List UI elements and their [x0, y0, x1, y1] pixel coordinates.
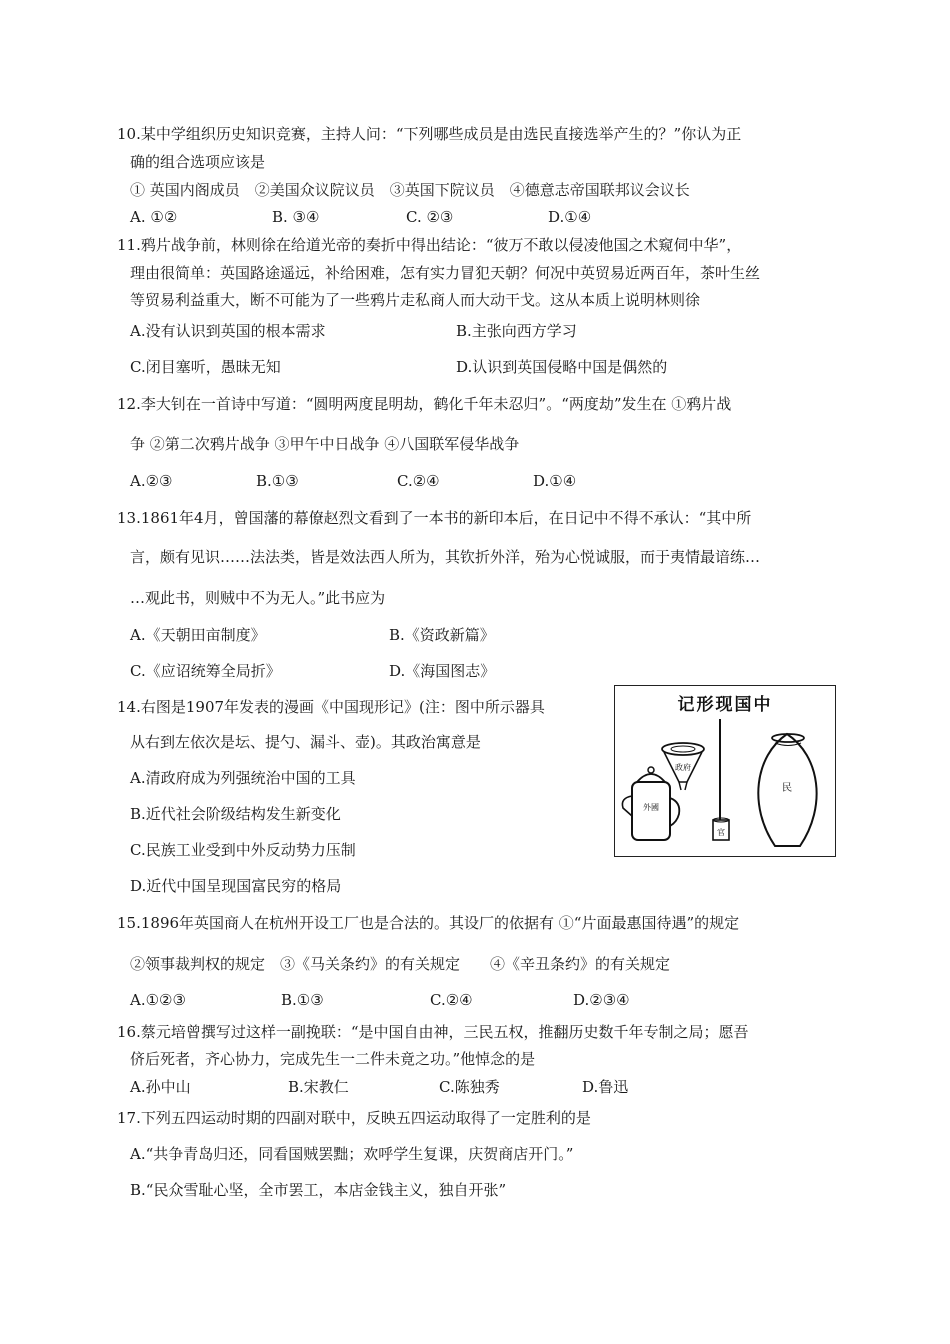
- q14-stem-line1: 14.右图是1907年发表的漫画《中国现形记》(注：图中所示器具: [117, 698, 545, 716]
- q13-option-d: D.《海国图志》: [389, 662, 496, 680]
- q15-option-c: C.②④: [430, 991, 473, 1009]
- q17-stem-line1: 17.下列五四运动时期的四副对联中，反映五四运动取得了一定胜利的是: [117, 1109, 591, 1127]
- q16-option-b: B.宋教仁: [288, 1078, 349, 1096]
- q17-option-b: B.“民众雪耻心坚，全市罢工，本店金钱主义，独自开张”: [130, 1181, 507, 1199]
- q13-option-c: C.《应诏统筹全局折》: [130, 662, 281, 680]
- q14-option-a: A.清政府成为列强统治中国的工具: [130, 769, 356, 787]
- q11-option-b: B.主张向西方学习: [456, 322, 577, 340]
- q16-option-c: C.陈独秀: [439, 1078, 500, 1096]
- q12-option-b: B.①③: [256, 472, 299, 490]
- q11-option-a: A.没有认识到英国的根本需求: [130, 322, 326, 340]
- ladle-label: 官: [717, 828, 725, 837]
- q11-option-d: D.认识到英国侵略中国是偶然的: [456, 358, 668, 376]
- q10-option-d: D.①④: [548, 208, 592, 226]
- q10-option-b: B. ③④: [272, 208, 320, 226]
- q15-stem-line2: ②领事裁判权的规定 ③《马关条约》的有关规定 ④《辛丑条约》的有关规定: [130, 955, 671, 973]
- cartoon-figure: [614, 685, 836, 857]
- q13-stem-line3: …观此书，则贼中不为无人。”此书应为: [130, 589, 386, 607]
- q13-stem-line2: 言，颇有见识……法法类，皆是效法西人所为，其钦折外洋，殆为心悦诚服，而于夷情最谙练…: [130, 548, 761, 566]
- q16-stem-line1: 16.蔡元培曾撰写过这样一副挽联：“是中国自由神，三民五权，推翻历史数千年专制之局；愿吾: [117, 1023, 749, 1041]
- q12-option-a: A.②③: [130, 472, 173, 490]
- q12-option-c: C.②④: [397, 472, 440, 490]
- q14-stem-line2: 从右到左依次是坛、提勺、漏斗、壶)。其政治寓意是: [130, 733, 481, 751]
- q10-stem-line1: 10.某中学组织历史知识竞赛，主持人问：“下列哪些成员是由选民直接选举产生的？”你认为正: [117, 125, 742, 143]
- q16-stem-line2: 侪后死者，齐心协力，完成先生一二件未竟之功。”他悼念的是: [130, 1050, 536, 1068]
- jar-label: 民: [782, 783, 792, 794]
- q10-option-a: A. ①②: [130, 208, 178, 226]
- q14-option-d: D.近代中国呈现国富民穷的格局: [130, 877, 342, 895]
- q13-stem-line1: 13.1861年4月，曾国藩的幕僚赵烈文看到了一本书的新印本后，在日记中不得不承认：“其中所: [117, 509, 752, 527]
- q10-items: ① 英国内阁成员 ②美国众议院议员 ③英国下院议员 ④德意志帝国联邦议会议长: [130, 181, 690, 199]
- q11-stem-line2: 理由很简单：英国路途遥远，补给困难，怎有实力冒犯天朝？何况中英贸易近两百年，茶叶生丝: [130, 264, 761, 282]
- cartoon-title: 记形现国中: [677, 695, 773, 715]
- q12-option-d: D.①④: [533, 472, 577, 490]
- funnel-label: 政府: [675, 763, 691, 772]
- q14-option-b: B.近代社会阶级结构发生新变化: [130, 805, 341, 823]
- q16-option-d: D.鲁迅: [582, 1078, 629, 1096]
- q10-option-c: C. ②③: [406, 208, 454, 226]
- q13-option-a: A.《天朝田亩制度》: [130, 626, 266, 644]
- q17-option-a: A.“共争青岛归还，同看国贼罢黜；欢呼学生复课，庆贺商店开门。”: [130, 1145, 574, 1163]
- q10-stem-line2: 确的组合选项应该是: [130, 153, 266, 171]
- q16-option-a: A.孙中山: [130, 1078, 191, 1096]
- q15-option-d: D.②③④: [573, 991, 630, 1009]
- q15-option-b: B.①③: [281, 991, 324, 1009]
- q13-option-b: B.《资政新篇》: [389, 626, 495, 644]
- teapot-label: 外國: [643, 803, 659, 812]
- q11-stem-line1: 11.鸦片战争前，林则徐在给道光帝的奏折中得出结论：“彼万不敢以侵凌他国之术窥伺中华”，: [117, 236, 742, 254]
- q11-option-c: C.闭目塞听，愚昧无知: [130, 358, 281, 376]
- q15-stem-line1: 15.1896年英国商人在杭州开设工厂也是合法的。其设厂的依据有 ①“片面最惠国待遇”的规定: [117, 914, 740, 932]
- cartoon-illustration: [615, 686, 835, 856]
- q12-stem-line1: 12.李大钊在一首诗中写道：“圆明两度昆明劫，鹤化千年未忍归”。“两度劫”发生在 ①鸦片战: [117, 395, 732, 413]
- q15-option-a: A.①②③: [130, 991, 186, 1009]
- q12-stem-line2: 争 ②第二次鸦片战争 ③甲午中日战争 ④八国联军侵华战争: [130, 435, 520, 453]
- q14-option-c: C.民族工业受到中外反动势力压制: [130, 841, 356, 859]
- q11-stem-line3: 等贸易利益重大，断不可能为了一些鸦片走私商人而大动干戈。这从本质上说明林则徐: [130, 291, 701, 309]
- ladle-drawing: [713, 719, 729, 840]
